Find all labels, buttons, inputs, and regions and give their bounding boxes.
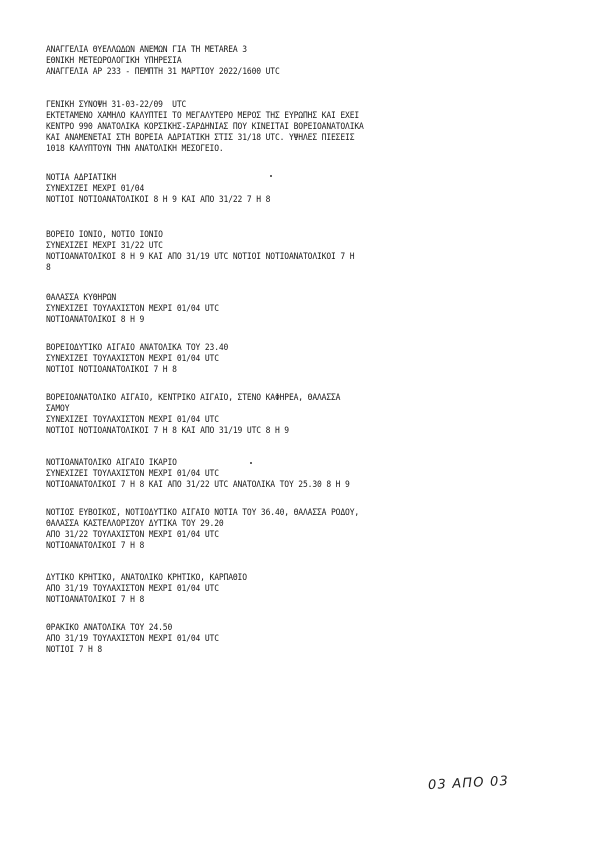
area-wind: ΝΟΤΙΟΙ ΝΟΤΙΟΑΝΑΤΟΛΙΚΟΙ 7 Η 8 ΚΑΙ ΑΠΟ 31/19 UTC 8 Η 9	[46, 426, 289, 436]
area-validity: ΣΥΝΕΧΙΖΕΙ ΤΟΥΛΑΧΙΣΤΟΝ ΜΕΧΡΙ 01/04 UTC	[46, 304, 219, 314]
area-wind: ΝΟΤΙΟΙ 7 Η 8	[46, 645, 103, 655]
area-warning	[46, 343, 556, 376]
area-validity: ΣΥΝΕΧΙΖΕΙ ΜΕΧΡΙ 01/04	[46, 184, 145, 194]
area-name-continued: ΣΑΜΟΥ	[46, 404, 70, 414]
area-validity: ΣΥΝΕΧΙΖΕΙ ΤΟΥΛΑΧΙΣΤΟΝ ΜΕΧΡΙ 01/04 UTC	[46, 415, 219, 425]
area-warning	[46, 458, 556, 491]
area-name: ΔΥΤΙΚΟ ΚΡΗΤΙΚΟ, ΑΝΑΤΟΛΙΚΟ ΚΡΗΤΙΚΟ, ΚΑΡΠΑΘΙΟ	[46, 573, 247, 583]
area-validity: ΑΠΟ 31/22 ΤΟΥΛΑΧΙΣΤΟΝ ΜΕΧΡΙ 01/04 UTC	[46, 530, 219, 540]
area-warning	[46, 393, 556, 437]
area-warning	[46, 573, 556, 606]
area-validity: ΑΠΟ 31/19 ΤΟΥΛΑΧΙΣΤΟΝ ΜΕΧΡΙ 01/04 UTC	[46, 634, 219, 644]
synopsis-heading: ΓΕΝΙΚΗ ΣΥΝΟΨΗ 31-03-22/09 UTC	[46, 100, 187, 110]
area-wind-continued: 8	[46, 263, 51, 273]
area-name: ΝΟΤΙΟΑΝΑΤΟΛΙΚΟ ΑΙΓΑΙΟ ΙΚΑΡΙΟ	[46, 458, 177, 468]
area-validity: ΣΥΝΕΧΙΖΕΙ ΜΕΧΡΙ 31/22 UTC	[46, 241, 163, 251]
area-name: ΒΟΡΕΙΟ ΙΟΝΙΟ, ΝΟΤΙΟ ΙΟΝΙΟ	[46, 230, 163, 240]
area-validity: ΣΥΝΕΧΙΖΕΙ ΤΟΥΛΑΧΙΣΤΟΝ ΜΕΧΡΙ 01/04 UTC	[46, 469, 219, 479]
bulletin-number-date: ΑΝΑΓΓΕΛΙΑ ΑΡ 233 - ΠΕΜΠΤΗ 31 ΜΑΡΤΙΟΥ 2022/1600 UTC	[46, 67, 280, 77]
area-wind: ΝΟΤΙΟΙ ΝΟΤΙΟΑΝΑΤΟΛΙΚΟΙ 8 Η 9 ΚΑΙ ΑΠΟ 31/22 7 Η 8	[46, 195, 271, 205]
area-wind: ΝΟΤΙΟΑΝΑΤΟΛΙΚΟΙ 8 Η 9 ΚΑΙ ΑΠΟ 31/19 UTC ΝΟΤΙΟΙ ΝΟΤΙΟΑΝΑΤΟΛΙΚΟΙ 7 Η	[46, 252, 355, 262]
area-name: ΝΟΤΙΑ ΑΔΡΙΑΤΙΚΗ	[46, 173, 117, 183]
area-name: ΒΟΡΕΙΟΑΝΑΤΟΛΙΚΟ ΑΙΓΑΙΟ, ΚΕΝΤΡΙΚΟ ΑΙΓΑΙΟ, ΣΤΕΝΟ ΚΑΦΗΡΕΑ, ΘΑΛΑΣΣΑ	[46, 393, 341, 403]
area-wind: ΝΟΤΙΟΑΝΑΤΟΛΙΚΟΙ 7 Η 8 ΚΑΙ ΑΠΟ 31/22 UTC ΑΝΑΤΟΛΙΚΑ ΤΟΥ 25.30 8 Η 9	[46, 480, 350, 490]
issuing-service: ΕΘΝΙΚΗ ΜΕΤΕΩΡΟΛΟΓΙΚΗ ΥΠΗΡΕΣΙΑ	[46, 56, 182, 66]
area-wind: ΝΟΤΙΟΑΝΑΤΟΛΙΚΟΙ 7 Η 8	[46, 595, 145, 605]
bulletin-title: ΑΝΑΓΓΕΛΙΑ ΘΥΕΛΛΩΔΩΝ ΑΝΕΜΩΝ ΓΙΑ ΤΗ METAREA 3	[46, 45, 247, 55]
handwritten-page-marker: 03 ΑΠΟ 03	[427, 773, 510, 794]
scan-speck	[270, 175, 272, 177]
area-wind: ΝΟΤΙΟΑΝΑΤΟΛΙΚΟΙ 7 Η 8	[46, 541, 145, 551]
area-warning	[46, 293, 556, 326]
synopsis-text-line: 1018 ΚΑΛΥΠΤΟΥΝ ΤΗΝ ΑΝΑΤΟΛΙΚΗ ΜΕΣΟΓΕΙΟ.	[46, 144, 224, 154]
area-name: ΘΑΛΑΣΣΑ ΚΥΘΗΡΩΝ	[46, 293, 117, 303]
scan-speck	[250, 462, 252, 464]
synopsis-text-line: ΚΕΝΤΡΟ 990 ΑΝΑΤΟΛΙΚΑ ΚΟΡΣΙΚΗΣ-ΣΑΡΔΗΝΙΑΣ ΠΟΥ ΚΙΝΕΙΤΑΙ ΒΟΡΕΙΟΑΝΑΤΟΛΙΚΑ	[46, 122, 364, 132]
area-name: ΝΟΤΙΟΣ ΕΥΒΟΙΚΟΣ, ΝΟΤΙΟΔΥΤΙΚΟ ΑΙΓΑΙΟ ΝΟΤΙΑ ΤΟΥ 36.40, ΘΑΛΑΣΣΑ ΡΟΔΟΥ,	[46, 508, 360, 518]
area-wind: ΝΟΤΙΟΙ ΝΟΤΙΟΑΝΑΤΟΛΙΚΟΙ 7 Η 8	[46, 365, 177, 375]
area-validity: ΑΠΟ 31/19 ΤΟΥΛΑΧΙΣΤΟΝ ΜΕΧΡΙ 01/04 UTC	[46, 584, 219, 594]
area-warning	[46, 173, 556, 206]
general-synopsis	[46, 100, 556, 155]
area-warning	[46, 508, 556, 552]
bulletin-header	[46, 45, 556, 78]
area-warning	[46, 623, 556, 656]
area-warning	[46, 230, 556, 274]
area-name: ΒΟΡΕΙΟΔΥΤΙΚΟ ΑΙΓΑΙΟ ΑΝΑΤΟΛΙΚΑ ΤΟΥ 23.40	[46, 343, 229, 353]
area-validity: ΣΥΝΕΧΙΖΕΙ ΤΟΥΛΑΧΙΣΤΟΝ ΜΕΧΡΙ 01/04 UTC	[46, 354, 219, 364]
area-wind: ΝΟΤΙΟΑΝΑΤΟΛΙΚΟΙ 8 Η 9	[46, 315, 145, 325]
synopsis-text-line: ΚΑΙ ΑΝΑΜΕΝΕΤΑΙ ΣΤΗ ΒΟΡΕΙΑ ΑΔΡΙΑΤΙΚΗ ΣΤΙΣ 31/18 UTC. ΥΨΗΛΕΣ ΠΙΕΣΕΙΣ	[46, 133, 355, 143]
area-name-continued: ΘΑΛΑΣΣΑ ΚΑΣΤΕΛΛΟΡΙΖΟΥ ΔΥΤΙΚΑ ΤΟΥ 29.20	[46, 519, 224, 529]
area-name: ΘΡΑΚΙΚΟ ΑΝΑΤΟΛΙΚΑ ΤΟΥ 24.50	[46, 623, 173, 633]
synopsis-text-line: ΕΚΤΕΤΑΜΕΝΟ ΧΑΜΗΛΟ ΚΑΛΥΠΤΕΙ ΤΟ ΜΕΓΑΛΥΤΕΡΟ ΜΕΡΟΣ ΤΗΣ ΕΥΡΩΠΗΣ ΚΑΙ ΕΧΕΙ	[46, 111, 360, 121]
